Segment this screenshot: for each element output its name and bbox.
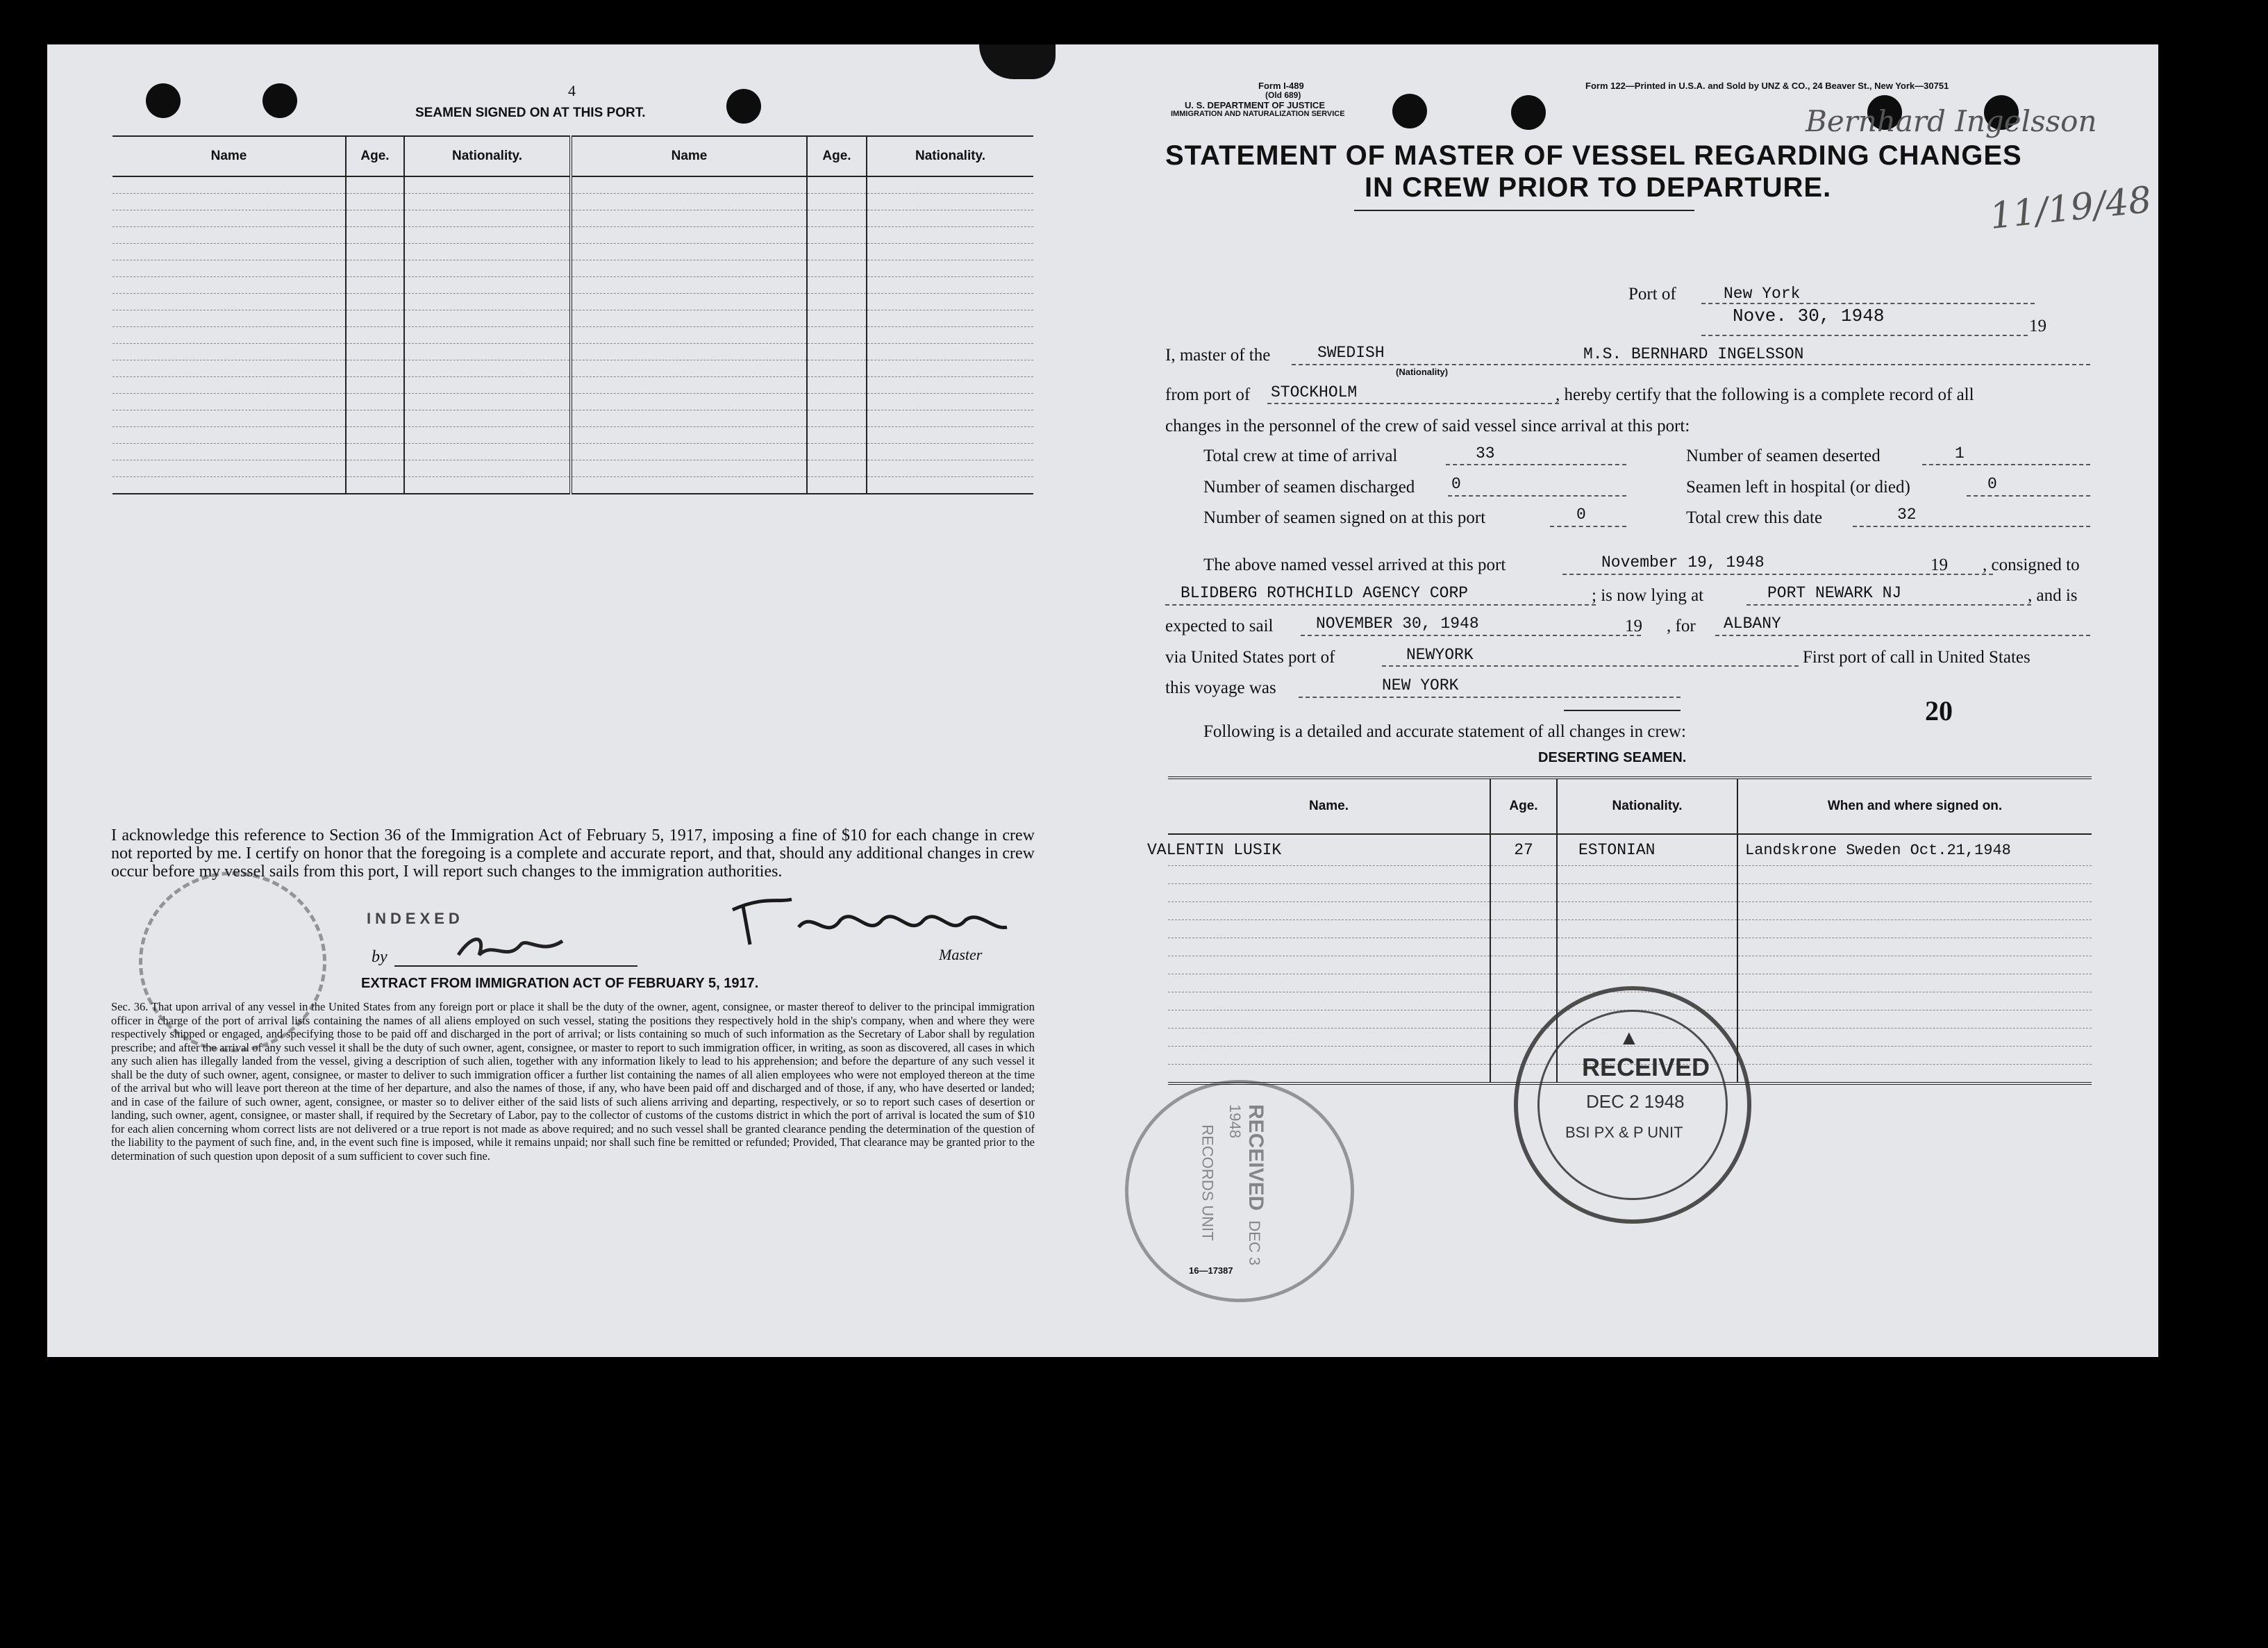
master-label: Master [939, 946, 983, 963]
blank-cell [346, 360, 404, 377]
following-text: Following is a detailed and accurate statement of all changes in crew: [1203, 722, 1686, 741]
blank-cell [867, 327, 1033, 344]
blank-cell [346, 294, 404, 310]
title-line-1: STATEMENT OF MASTER OF VESSEL REGARDING CHANGES [1165, 140, 2022, 171]
column-header-name: Name. [1168, 778, 1490, 834]
blank-cell [867, 277, 1033, 294]
blank-cell [404, 277, 571, 294]
master-signature [722, 889, 1014, 955]
blank-row [112, 327, 1033, 344]
blank-cell [1168, 1010, 1490, 1029]
blank-cell [867, 444, 1033, 460]
total-crew-date-value: 32 [1897, 506, 1917, 524]
blank-row [112, 176, 1033, 194]
blank-cell [1737, 992, 2092, 1010]
lying-label: ; is now lying at [1592, 586, 1704, 605]
blank-cell [1490, 974, 1557, 992]
blank-cell [571, 194, 807, 210]
blank-cell [112, 327, 346, 344]
blank-cell [346, 460, 404, 477]
seamen-signed-on-table [112, 135, 1033, 494]
blank-cell [404, 260, 571, 277]
voyage-underline [1564, 710, 1681, 711]
blank-cell [1168, 956, 1490, 974]
blank-cell [571, 477, 807, 494]
blank-cell [807, 427, 867, 444]
lying-value: PORT NEWARK NJ [1767, 584, 1902, 602]
voyage-label: this voyage was [1165, 679, 1276, 697]
discharged-value: 0 [1451, 475, 1461, 493]
blank-cell [1490, 902, 1557, 920]
blank-cell [807, 327, 867, 344]
blank-cell [346, 277, 404, 294]
date-value: Nove. 30, 1948 [1733, 306, 1885, 326]
blank-cell [346, 377, 404, 394]
blank-cell [807, 227, 867, 244]
blank-cell [571, 444, 807, 460]
blank-cell [867, 410, 1033, 427]
blank-row [112, 244, 1033, 260]
blank-row [112, 477, 1033, 494]
blank-cell [807, 460, 867, 477]
blank-row [112, 427, 1033, 444]
records-unit: RECORDS UNIT [1199, 1124, 1217, 1241]
blank-cell [346, 176, 404, 194]
column-header-age: Age. [1490, 778, 1557, 834]
blank-cell [1737, 1065, 2092, 1084]
blank-cell [867, 377, 1033, 394]
footer-code: 16—17387 [1189, 1265, 1233, 1276]
blank-cell [1557, 920, 1737, 938]
blank-cell [1490, 866, 1557, 884]
blank-row [112, 360, 1033, 377]
blank-cell [1168, 974, 1490, 992]
deserter-name: VALENTIN LUSIK [1147, 834, 1469, 866]
blank-cell [867, 344, 1033, 360]
column-header-nationality: Nationality. [867, 136, 1033, 176]
voyage-value: NEW YORK [1382, 676, 1459, 694]
received-stamp [1514, 986, 1751, 1224]
blank-cell [867, 394, 1033, 410]
blank-cell [1737, 1029, 2092, 1047]
expected-year-prefix: 19 [1625, 617, 1642, 635]
blank-row [112, 194, 1033, 210]
blank-row [112, 394, 1033, 410]
via-label: via United States port of [1165, 648, 1335, 667]
blank-cell [112, 310, 346, 327]
blank-cell [807, 360, 867, 377]
column-header-name: Name [571, 136, 807, 176]
blank-cell [112, 294, 346, 310]
blank-cell [404, 176, 571, 194]
from-port-value: STOCKHOLM [1271, 383, 1358, 401]
blank-cell [571, 394, 807, 410]
blank-cell [1737, 1010, 2092, 1029]
blank-cell [346, 310, 404, 327]
blank-cell [571, 377, 807, 394]
blank-cell [867, 227, 1033, 244]
left-circular-stamp [139, 872, 326, 1052]
total-crew-date-line [1853, 526, 2090, 527]
blank-cell [867, 260, 1033, 277]
blank-cell [1168, 902, 1490, 920]
blank-cell [1168, 866, 1490, 884]
arrived-year-prefix: 19 [1931, 556, 1948, 574]
column-header-name: Name [112, 136, 346, 176]
form-number: Form I-489 [1258, 81, 1304, 91]
blank-cell [346, 444, 404, 460]
nationality-line [1292, 364, 2090, 365]
first-port-label: First port of call in United States [1803, 648, 2031, 667]
blank-cell [404, 244, 571, 260]
deserted-value: 1 [1955, 444, 1965, 463]
blank-row [1168, 920, 2092, 938]
nationality-caption: (Nationality) [1396, 367, 1449, 377]
blank-cell [867, 176, 1033, 194]
blank-cell [571, 294, 807, 310]
blank-cell [807, 277, 867, 294]
handwritten-vessel-name: Bernhard Ingelsson [1806, 104, 2097, 138]
blank-cell [1490, 938, 1557, 956]
blank-cell [1737, 920, 2092, 938]
blank-cell [112, 360, 346, 377]
records-received-label: RECEIVED [1244, 1104, 1267, 1211]
blank-row [1168, 866, 2092, 884]
vessel-name: M.S. BERNHARD INGELSSON [1583, 345, 1804, 363]
initials-signature [451, 927, 569, 969]
blank-cell [867, 427, 1033, 444]
blank-cell [571, 360, 807, 377]
deserting-title: DESERTING SEAMEN. [1538, 750, 1687, 765]
blank-cell [1737, 1047, 2092, 1065]
column-header-age: Age. [807, 136, 867, 176]
port-of-value: New York [1724, 285, 1801, 303]
blank-cell [1737, 902, 2092, 920]
blank-cell [867, 194, 1033, 210]
blank-cell [112, 427, 346, 444]
hospital-label: Seamen left in hospital (or died) [1686, 478, 1910, 497]
blank-cell [867, 294, 1033, 310]
blank-cell [404, 360, 571, 377]
blank-cell [112, 460, 346, 477]
certify-text: , hereby certify that the following is a complete record of all [1556, 385, 1974, 404]
blank-cell [112, 377, 346, 394]
blank-cell [404, 194, 571, 210]
blank-cell [867, 210, 1033, 227]
blank-row [112, 260, 1033, 277]
extract-title: EXTRACT FROM IMMIGRATION ACT OF FEBRUARY 5, 1917. [361, 976, 759, 991]
received-label: RECEIVED [1582, 1053, 1710, 1081]
blank-cell [807, 344, 867, 360]
department: U. S. DEPARTMENT OF JUSTICE [1185, 100, 1325, 110]
blank-cell [346, 210, 404, 227]
blank-row [112, 377, 1033, 394]
blank-cell [571, 244, 807, 260]
blank-cell [807, 410, 867, 427]
blank-row [112, 344, 1033, 360]
blank-cell [112, 444, 346, 460]
blank-cell [1490, 992, 1557, 1010]
blank-cell [867, 310, 1033, 327]
blank-row [112, 310, 1033, 327]
blank-cell [1557, 866, 1737, 884]
discharged-label: Number of seamen discharged [1203, 478, 1415, 497]
blank-cell [571, 210, 807, 227]
port-of-label: Port of [1628, 285, 1676, 303]
blank-cell [571, 460, 807, 477]
title-line-2: IN CREW PRIOR TO DEPARTURE. [1365, 172, 1832, 203]
blank-cell [346, 394, 404, 410]
blank-row [112, 444, 1033, 460]
blank-cell [346, 477, 404, 494]
column-header-nationality: Nationality. [404, 136, 571, 176]
expected-value: NOVEMBER 30, 1948 [1316, 615, 1479, 633]
blank-row [112, 227, 1033, 244]
blank-cell [571, 176, 807, 194]
blank-cell [404, 477, 571, 494]
blank-cell [867, 244, 1033, 260]
blank-cell [404, 327, 571, 344]
blank-cell [1490, 920, 1557, 938]
form-old-number: (Old 689) [1265, 90, 1301, 100]
blank-cell [346, 427, 404, 444]
blank-cell [404, 460, 571, 477]
blank-cell [1557, 938, 1737, 956]
from-port-label: from port of [1165, 385, 1251, 404]
blank-cell [404, 310, 571, 327]
expected-line [1301, 635, 1641, 636]
received-arrow-icon: ▲ [1619, 1026, 1640, 1049]
blank-cell [112, 410, 346, 427]
blank-cell [404, 294, 571, 310]
blank-cell [112, 277, 346, 294]
blank-cell [807, 244, 867, 260]
table-body [112, 176, 1033, 494]
acknowledgment-text: I acknowledge this reference to Section 36 of the Immigration Act of February 5, 1917, imposing a fine of $10 for each change in crew not reported by me. I certify on honor that the foregoing is a complete and accurate report, and that, should any additional changes in crew occur before my vessel sails from this port, I will report such changes to the immigration authorities. [111, 826, 1035, 881]
deserted-line [1922, 464, 2090, 465]
deserter-nationality: ESTONIAN [1557, 834, 1737, 866]
date-line [1701, 335, 2028, 336]
consignee-value: BLIDBERG ROTHCHILD AGENCY CORP [1181, 584, 1469, 602]
received-date: DEC 2 1948 [1586, 1091, 1685, 1112]
deserted-label: Number of seamen deserted [1686, 447, 1881, 465]
blank-cell [112, 244, 346, 260]
table-header-row [1168, 778, 2092, 834]
records-stamp [1125, 1080, 1354, 1302]
blank-cell [867, 460, 1033, 477]
blank-cell [571, 327, 807, 344]
blank-cell [807, 176, 867, 194]
blank-cell [404, 410, 571, 427]
blank-cell [1737, 956, 2092, 974]
blank-cell [1168, 884, 1490, 902]
blank-cell [807, 194, 867, 210]
blank-cell [112, 176, 346, 194]
hospital-line [1967, 495, 2090, 497]
blank-cell [404, 210, 571, 227]
records-date: DEC 3 1948 [1226, 1104, 1263, 1266]
blank-cell [1168, 920, 1490, 938]
arrived-label: The above named vessel arrived at this port [1203, 556, 1506, 574]
blank-row [112, 277, 1033, 294]
blank-cell [571, 277, 807, 294]
blank-cell [112, 477, 346, 494]
page-number: 4 [568, 82, 576, 99]
indexed-stamp: INDEXED [367, 910, 464, 927]
port-of-line [1701, 303, 2035, 304]
blank-cell [112, 210, 346, 227]
total-crew-arrival-line [1446, 464, 1626, 465]
blank-cell [1168, 992, 1490, 1010]
blank-row [1168, 938, 2092, 956]
section-36-text: Sec. 36. That upon arrival of any vessel in the United States from any foreign port or place it shall be the duty of the owner, agent, consignee, or master thereof to deliver to the principal immigration officer in charge of the port of arrival lists containing the names of all aliens employed on such vessel, stating the positions they respectively hold in the ship's company, when and where they were respectively shipped or engaged, and specifying those to be paid off and discharged in the port of arrival; or lists containing so much of such information as the Secretary of Labor shall by regulation prescribe; and after the arrival of any such vessel it shall be the duty of such owner, agent, consignee, or master to report to such immigration officer, in writing, as soon as discovered, all cases in which any such alien has illegally landed from the vessel, giving a description of such alien, together with any information likely to lead to his apprehension; and before the departure of any such vessel it shall be the duty of such owner, agent, consignee, or master to deliver to such immigration officer a further list containing the names of all alien employees who were not employed thereon at the time of the arrival but who will leave port thereon at the time of her departure, and also the names of those, if any, who have been paid off and discharged and of those, if any, who have deserted or landed; and in case of the failure of such owner, agent, consignee, or master so to deliver either of the said lists of such aliens arriving and departing, respectively, or so to report such cases of desertion or landing, such owner, agent, consignee, or master shall, if required by the Secretary of Labor, pay to the collector of customs of the customs district in which the port of arrival is located the sum of $10 for each alien concerning whom correct lists are not delivered or a true report is not made as above required; and no such vessel shall be granted clearance pending the determination of the question of the liability to the payment of such fine, and, in the event such fine is imposed, while it remains unpaid; nor shall such fine be remitted or refunded; Provided, That clearance may be granted prior to the determination of such question upon deposit of a sum sufficient to cover such fine. [111, 1000, 1035, 1163]
blank-cell [1490, 956, 1557, 974]
blank-cell [807, 310, 867, 327]
punch-hole [1392, 94, 1427, 128]
blank-cell [1168, 1065, 1490, 1084]
total-crew-arrival-value: 33 [1476, 444, 1495, 463]
master-of-label: I, master of the [1165, 346, 1271, 365]
blank-cell [112, 194, 346, 210]
blank-cell [1168, 938, 1490, 956]
blank-cell [571, 260, 807, 277]
blank-cell [404, 377, 571, 394]
column-header-signed-on: When and where signed on. [1737, 778, 2092, 834]
blank-cell [571, 427, 807, 444]
blank-cell [404, 444, 571, 460]
blank-row [1168, 956, 2092, 974]
by-label: by [372, 948, 387, 966]
blank-cell [1168, 1029, 1490, 1047]
blank-cell [807, 394, 867, 410]
for-value: ALBANY [1724, 615, 1781, 633]
printer-line: Form 122—Printed in U.S.A. and Sold by UNZ & CO., 24 Beaver St., New York—30751 [1585, 81, 1949, 91]
blank-cell [346, 327, 404, 344]
via-line [1382, 665, 1799, 667]
changes-text: changes in the personnel of the crew of said vessel since arrival at this port: [1165, 417, 1690, 435]
service: IMMIGRATION AND NATURALIZATION SERVICE [1171, 110, 1345, 118]
deserter-age: 27 [1490, 834, 1557, 866]
consignee-line [1165, 604, 1596, 606]
year-prefix: 19 [2029, 317, 2046, 335]
punch-hole [726, 89, 761, 124]
blank-row [1168, 884, 2092, 902]
blank-cell [346, 344, 404, 360]
blank-cell [867, 360, 1033, 377]
blank-cell [807, 260, 867, 277]
arrived-line [1562, 574, 1993, 575]
blank-cell [346, 260, 404, 277]
blank-cell [1168, 1047, 1490, 1065]
voyage-line [1299, 697, 1681, 698]
blank-cell [404, 427, 571, 444]
deserter-signed-on: Landskrone Sweden Oct.21,1948 [1737, 834, 2092, 866]
blank-cell [346, 227, 404, 244]
blank-cell [571, 344, 807, 360]
section-title: SEAMEN SIGNED ON AT THIS PORT. [415, 106, 646, 120]
blank-cell [807, 444, 867, 460]
blank-cell [1557, 956, 1737, 974]
blank-cell [112, 394, 346, 410]
blank-cell [571, 310, 807, 327]
column-header-age: Age. [346, 136, 404, 176]
blank-cell [1737, 884, 2092, 902]
total-crew-arrival-label: Total crew at time of arrival [1203, 447, 1398, 465]
blank-cell [346, 194, 404, 210]
table-body [1147, 834, 2092, 866]
blank-cell [571, 410, 807, 427]
via-value: NEWYORK [1406, 646, 1474, 664]
blank-cell [112, 227, 346, 244]
blank-cell [807, 477, 867, 494]
punch-hole [1511, 95, 1546, 130]
hospital-value: 0 [1987, 475, 1997, 493]
table-header-row [112, 136, 1033, 176]
blank-cell [807, 210, 867, 227]
blank-row [112, 460, 1033, 477]
blank-cell [404, 227, 571, 244]
blank-cell [1557, 902, 1737, 920]
blank-cell [112, 344, 346, 360]
nationality-value: SWEDISH [1317, 344, 1385, 362]
discharged-line [1448, 495, 1626, 497]
blank-cell [1737, 974, 2092, 992]
blank-cell [807, 377, 867, 394]
blank-cell [1737, 866, 2092, 884]
blank-cell [346, 410, 404, 427]
blank-cell [404, 344, 571, 360]
number-20: 20 [1925, 695, 1953, 726]
blank-cell [404, 394, 571, 410]
lying-line [1746, 604, 2031, 606]
punch-hole [146, 83, 181, 118]
and-is-label: , and is [2028, 586, 2078, 605]
title-underline [1354, 210, 1694, 211]
consigned-label: , consigned to [1983, 556, 2080, 574]
for-line [1715, 635, 2090, 636]
blank-cell [867, 477, 1033, 494]
blank-row [112, 410, 1033, 427]
blank-row [112, 210, 1033, 227]
table-row [1168, 834, 2092, 866]
from-port-line [1267, 403, 1559, 404]
blank-row [112, 294, 1033, 310]
blank-cell [1737, 938, 2092, 956]
signed-on-line [1550, 526, 1626, 527]
column-header-nationality: Nationality. [1557, 778, 1737, 834]
expected-label: expected to sail [1165, 617, 1274, 635]
blank-cell [112, 260, 346, 277]
blank-row [1168, 902, 2092, 920]
blank-cell [807, 294, 867, 310]
total-crew-date-label: Total crew this date [1686, 508, 1823, 527]
blank-cell [1557, 884, 1737, 902]
handwritten-date: 11/19/48 [1987, 178, 2154, 238]
signed-on-value: 0 [1576, 506, 1586, 524]
blank-cell [1490, 884, 1557, 902]
arrived-value: November 19, 1948 [1601, 554, 1765, 572]
punch-hole [262, 83, 297, 118]
received-unit: BSI PX & P UNIT [1565, 1124, 1683, 1141]
for-label: , for [1667, 617, 1696, 635]
blank-cell [571, 227, 807, 244]
blank-cell [346, 244, 404, 260]
signed-on-label: Number of seamen signed on at this port [1203, 508, 1486, 527]
